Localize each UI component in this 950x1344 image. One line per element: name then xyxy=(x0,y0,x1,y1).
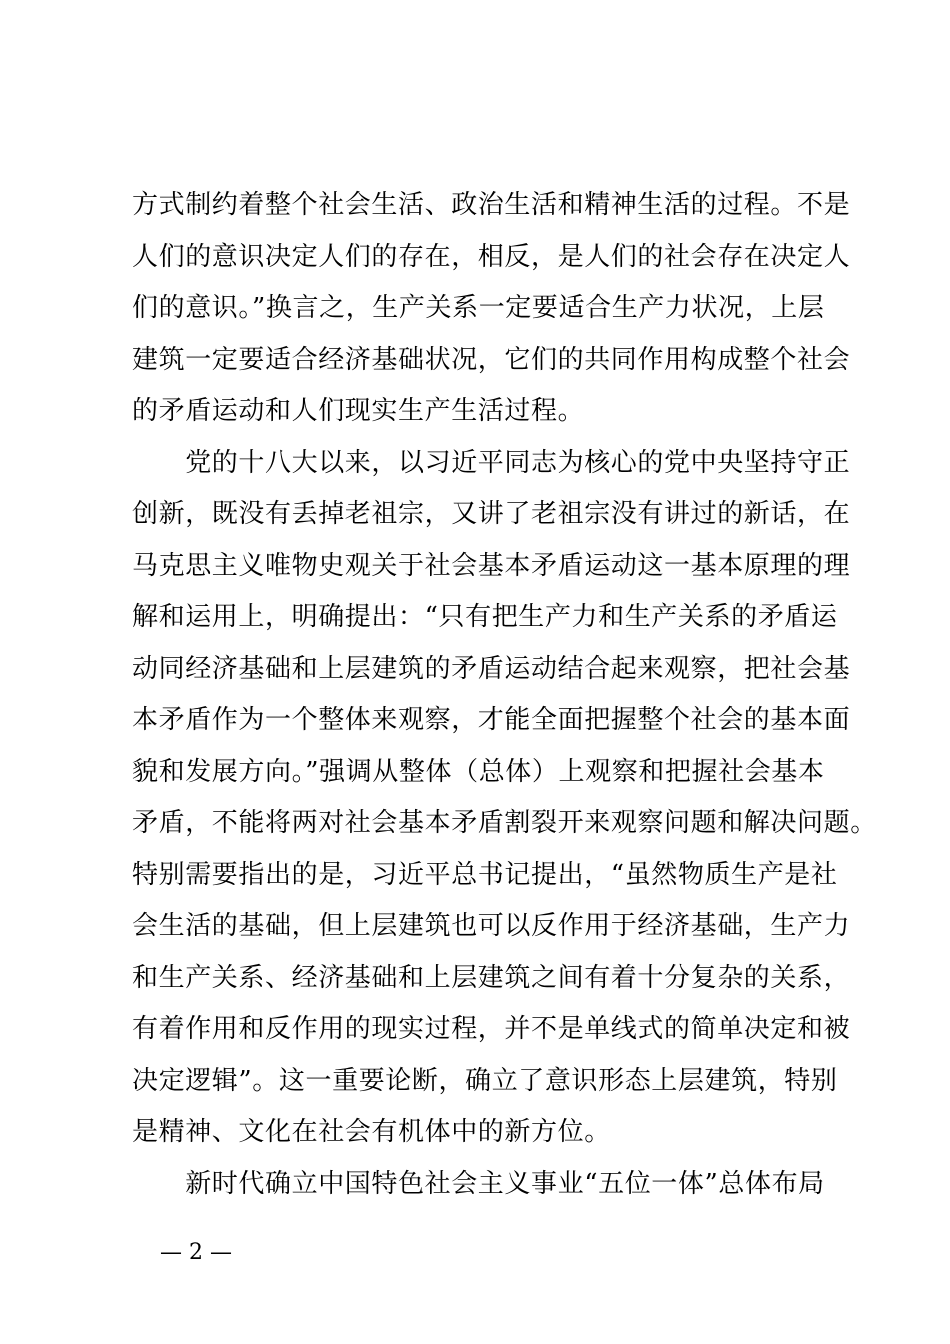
text-line: 解和运用上，明确提出：“只有把生产力和生产关系的矛盾运 xyxy=(132,602,838,632)
text-line: 决定逻辑”。这一重要论断，确立了意识形态上层建筑，特别 xyxy=(132,1065,838,1096)
text-line: 的矛盾运动和人们现实生产生活过程。 xyxy=(132,396,585,426)
text-line: 矛盾，不能将两对社会基本矛盾割裂开来观察问题和解决问题。 xyxy=(132,808,877,838)
text-line: 和生产关系、经济基础和上层建筑之间有着十分复杂的关系， xyxy=(132,962,851,993)
text-line: 本矛盾作为一个整体来观察，才能全面把握整个社会的基本面 xyxy=(132,705,851,735)
text-line: 们的意识。”换言之，生产关系一定要适合生产力状况，上层 xyxy=(132,293,825,323)
text-line: 特别需要指出的是，习近平总书记提出，“虽然物质生产是社 xyxy=(132,859,838,890)
body-text xyxy=(132,180,877,1210)
text-line: 建筑一定要适合经济基础状况，它们的共同作用构成整个社会 xyxy=(132,344,851,375)
text-line: 党的十八大以来，以习近平同志为核心的党中央坚持守正 xyxy=(132,447,851,478)
text-line: 是精神、文化在社会有机体中的新方位。 xyxy=(132,1117,611,1147)
text-line: 新时代确立中国特色社会主义事业“五位一体”总体布局 xyxy=(132,1168,825,1199)
text-line: 有着作用和反作用的现实过程，并不是单线式的简单决定和被 xyxy=(132,1014,851,1044)
text-line: 动同经济基础和上层建筑的矛盾运动结合起来观察，把社会基 xyxy=(132,653,851,684)
text-line: 会生活的基础，但上层建筑也可以反作用于经济基础，生产力 xyxy=(132,911,851,941)
text-line: 创新，既没有丢掉老祖宗，又讲了老祖宗没有讲过的新话，在 xyxy=(132,499,851,529)
text-line: 马克思主义唯物史观关于社会基本矛盾运动这一基本原理的理 xyxy=(132,550,851,581)
text-line: 方式制约着整个社会生活、政治生活和精神生活的过程。不是 xyxy=(132,190,851,220)
page-number: — 2 — xyxy=(160,1240,232,1265)
text-line: 人们的意识决定人们的存在，相反，是人们的社会存在决定人 xyxy=(132,241,851,272)
text-line: 貌和发展方向。”强调从整体（总体）上观察和把握社会基本 xyxy=(132,756,825,787)
